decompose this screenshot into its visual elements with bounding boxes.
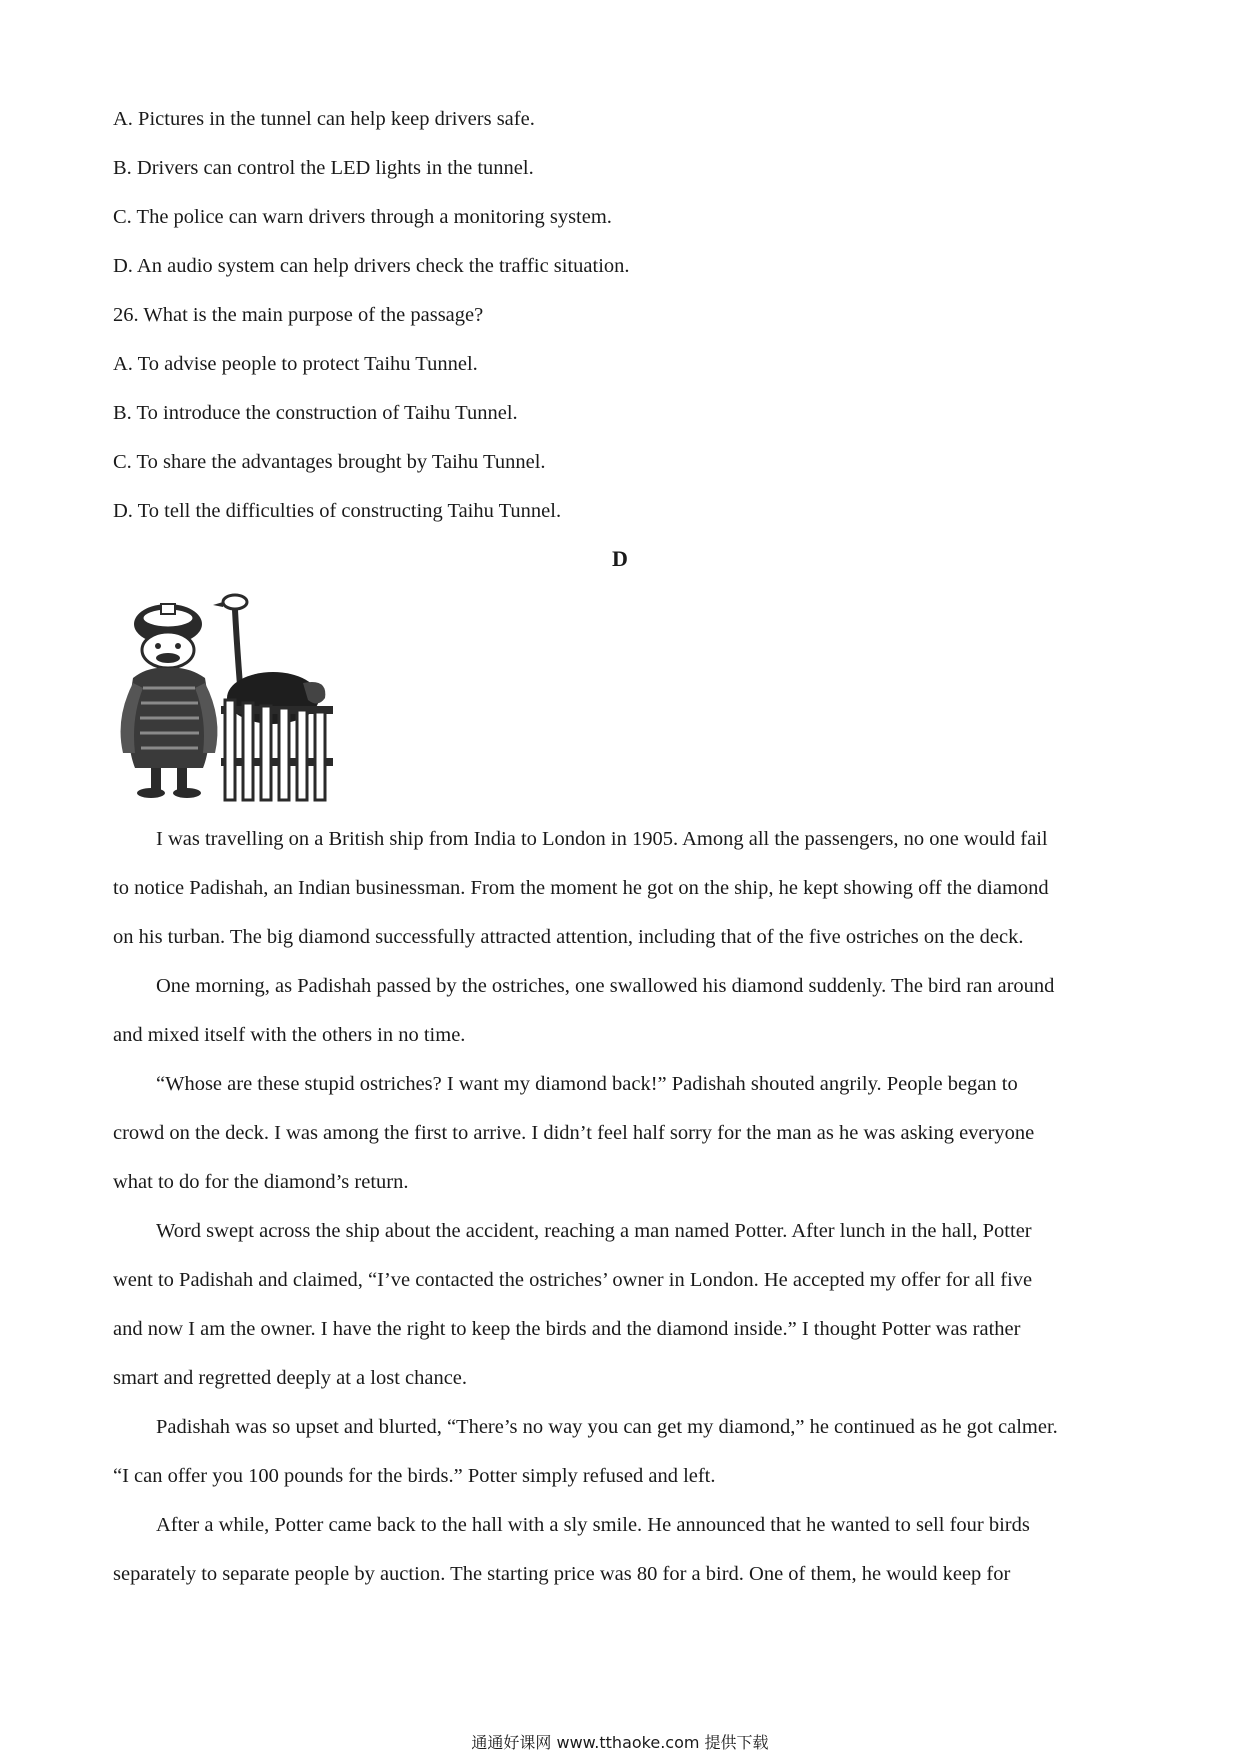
q26-option-d: D. To tell the difficulties of constructing Taihu Tunnel. bbox=[113, 500, 562, 522]
passage-line: smart and regretted deeply at a lost chance. bbox=[113, 1367, 468, 1389]
passage-line: went to Padishah and claimed, “I’ve contacted the ostriches’ owner in London. He accepted my offer for all five bbox=[113, 1269, 1033, 1291]
passage-line: crowd on the deck. I was among the first to arrive. I didn’t feel half sorry for the man as he was asking everyone bbox=[113, 1122, 1035, 1144]
passage-line: what to do for the diamond’s return. bbox=[113, 1171, 409, 1193]
q26-option-c: C. To share the advantages brought by Taihu Tunnel. bbox=[113, 451, 546, 473]
q25-option-b: B. Drivers can control the LED lights in the tunnel. bbox=[113, 157, 534, 179]
passage-line: “Whose are these stupid ostriches? I want my diamond back!” Padishah shouted angrily. People began to bbox=[156, 1073, 1018, 1095]
passage-line: and mixed itself with the others in no time. bbox=[113, 1024, 466, 1046]
turbaned-man-and-ostrich-illustration bbox=[113, 588, 333, 804]
passage-line: on his turban. The big diamond successfully attracted attention, including that of the five ostriches on the deck. bbox=[113, 926, 1024, 948]
q26-option-b: B. To introduce the construction of Taihu Tunnel. bbox=[113, 402, 518, 424]
passage-line: Word swept across the ship about the accident, reaching a man named Potter. After lunch in the hall, Potter bbox=[156, 1220, 1032, 1242]
q25-option-a: A. Pictures in the tunnel can help keep drivers safe. bbox=[113, 108, 535, 130]
passage-line: separately to separate people by auction. The starting price was 80 for a bird. One of them, he would keep for bbox=[113, 1563, 1011, 1585]
q26-stem: 26. What is the main purpose of the passage? bbox=[113, 304, 484, 326]
passage-line: “I can offer you 100 pounds for the birds.” Potter simply refused and left. bbox=[113, 1465, 716, 1487]
passage-line: Padishah was so upset and blurted, “There’s no way you can get my diamond,” he continued as he got calmer. bbox=[156, 1416, 1058, 1438]
passage-line: After a while, Potter came back to the hall with a sly smile. He announced that he wanted to sell four birds bbox=[156, 1514, 1030, 1536]
q26-option-a: A. To advise people to protect Taihu Tunnel. bbox=[113, 353, 478, 375]
passage-line: to notice Padishah, an Indian businessman. From the moment he got on the ship, he kept showing off the diamond bbox=[113, 877, 1049, 899]
page-footer: 通通好课网 www.tthaoke.com 提供下载 bbox=[471, 1733, 769, 1752]
passage-line: One morning, as Padishah passed by the ostriches, one swallowed his diamond suddenly. The bird ran around bbox=[156, 975, 1055, 997]
section-heading: D bbox=[612, 546, 628, 571]
passage-line: and now I am the owner. I have the right to keep the birds and the diamond inside.” I thought Potter was rather bbox=[113, 1318, 1021, 1340]
passage-line: I was travelling on a British ship from India to London in 1905. Among all the passengers, no one would fail bbox=[156, 828, 1048, 850]
q25-option-c: C. The police can warn drivers through a monitoring system. bbox=[113, 206, 612, 228]
q25-option-d: D. An audio system can help drivers check the traffic situation. bbox=[113, 255, 630, 277]
